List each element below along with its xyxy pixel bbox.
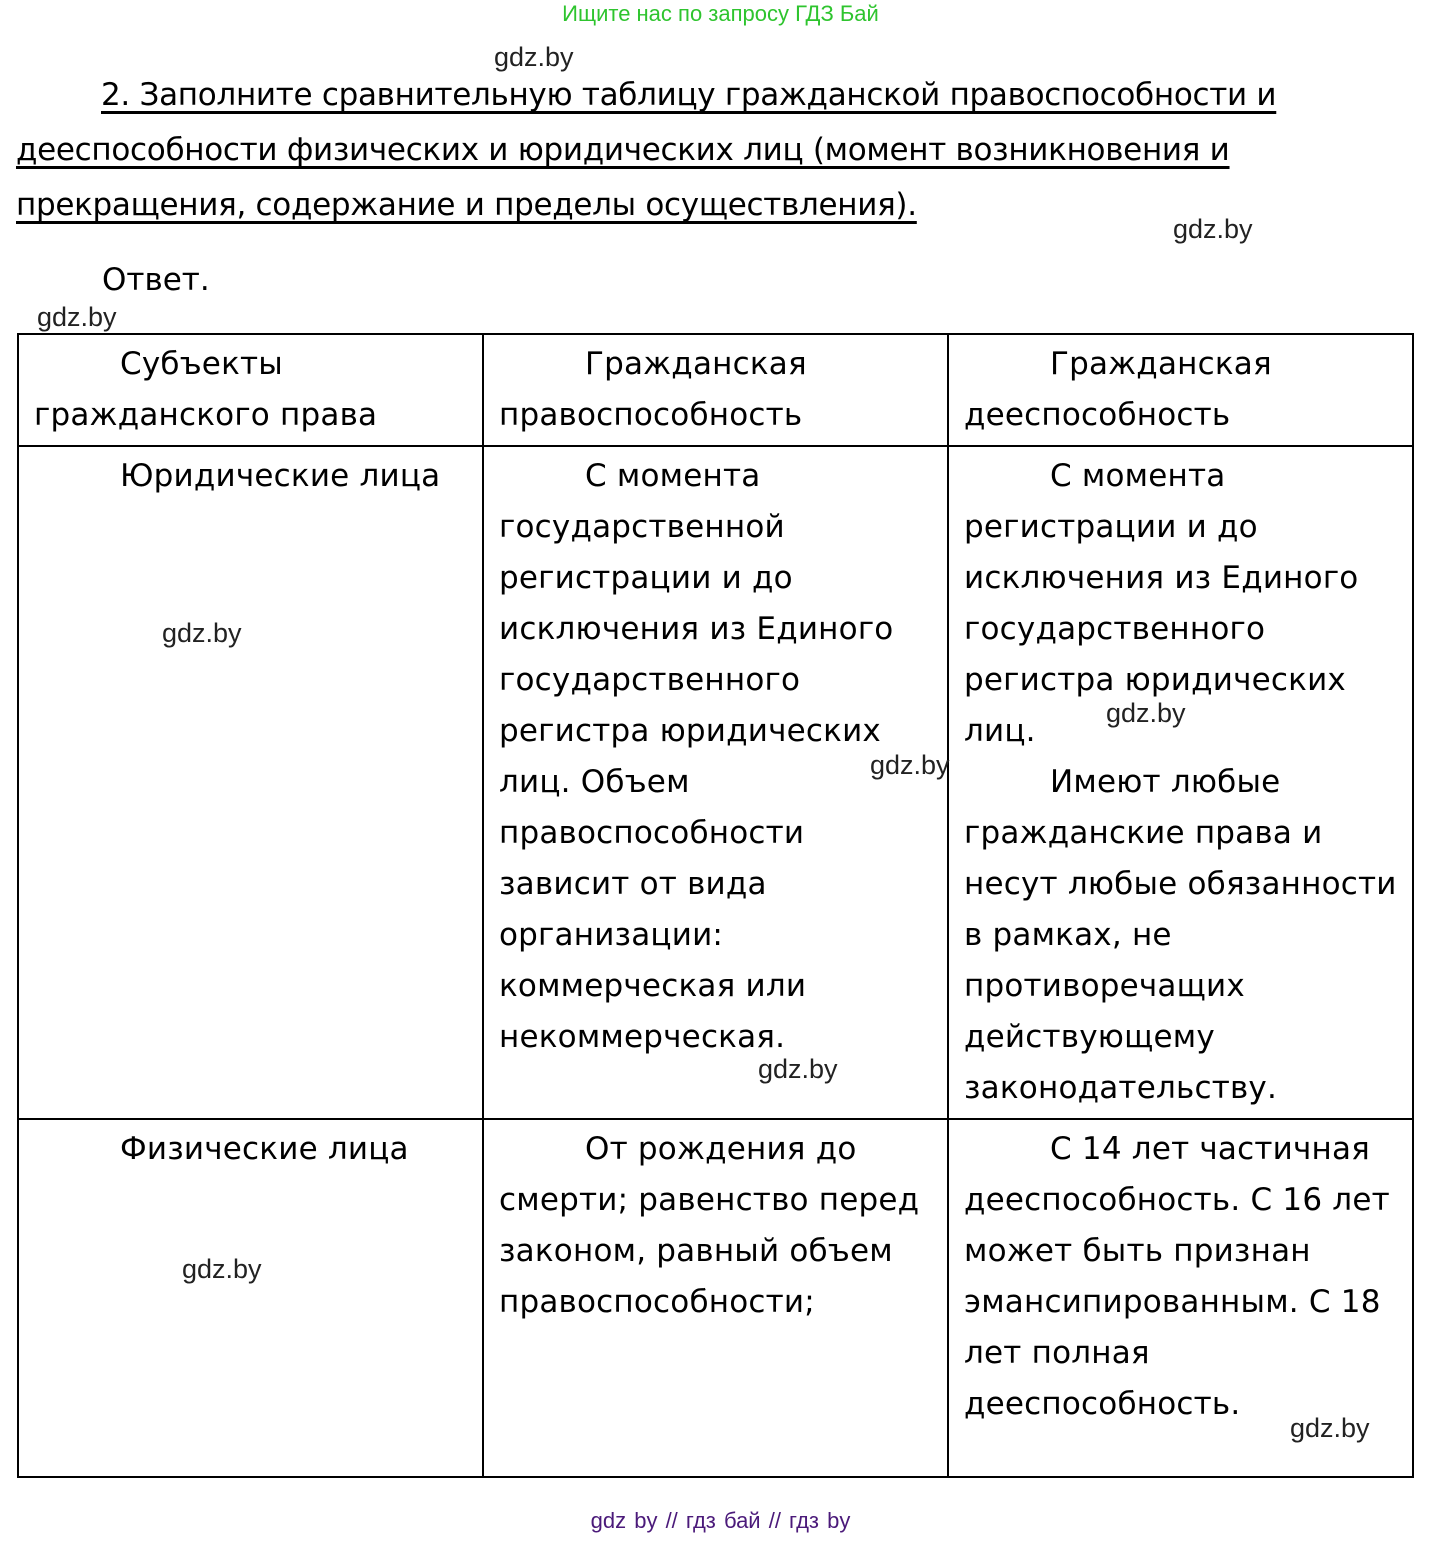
cell-subject: Юридические лица	[18, 446, 483, 1119]
header-subjects: Субъекты гражданского права	[18, 334, 483, 446]
watermark: gdz.by	[162, 618, 242, 648]
task-line: дееспособности физических и юридических лиц (момент возникновения и	[16, 132, 1230, 168]
cell-subject: Физические лица	[18, 1119, 483, 1477]
watermark: gdz.by	[494, 42, 574, 72]
watermark: gdz.by	[870, 750, 950, 780]
search-banner: Ищите нас по запросу ГДЗ Бай	[562, 1, 879, 26]
table-row	[18, 446, 1413, 1119]
table-row	[18, 1119, 1413, 1477]
task-line: 2. Заполните сравнительную таблицу гражданской правоспособности и	[101, 77, 1277, 113]
comparison-table	[17, 333, 1414, 1478]
watermark: gdz.by	[37, 302, 117, 332]
cell-legal-capacity: С момента государственной регистрации и до исключения из Единого государственного регистра юридических лиц. Объем правоспособности зависит от вида организации: коммерческая или некоммерческая.	[483, 446, 948, 1119]
watermark: gdz.by	[1106, 698, 1186, 728]
watermark: gdz.by	[1290, 1413, 1370, 1443]
watermark: gdz.by	[758, 1054, 838, 1084]
answer-label: Ответ.	[102, 262, 210, 298]
watermark: gdz.by	[1173, 214, 1253, 244]
header-active-capacity: Гражданская дееспособность	[948, 334, 1413, 446]
cell-active-capacity: С момента регистрации и до исключения из Единого государственного регистра юридических лиц. Имеют любые гражданские права и несут любые обязанности в рамках, не противоречащих действующему законодательству.	[948, 446, 1413, 1119]
footer-links: gdz by // гдз бай // гдз by	[590, 1508, 851, 1533]
task-line: прекращения, содержание и пределы осуществления).	[16, 187, 917, 223]
cell-active-capacity: С 14 лет частичная дееспособность. С 16 лет может быть признан эмансипированным. С 18 лет полная дееспособность.	[948, 1119, 1413, 1477]
header-legal-capacity: Гражданская правоспособность	[483, 334, 948, 446]
task-statement	[16, 68, 1416, 233]
table-header-row	[18, 334, 1413, 446]
watermark: gdz.by	[182, 1254, 262, 1284]
cell-legal-capacity: От рождения до смерти; равенство перед законом, равный объем правоспособности;	[483, 1119, 948, 1477]
